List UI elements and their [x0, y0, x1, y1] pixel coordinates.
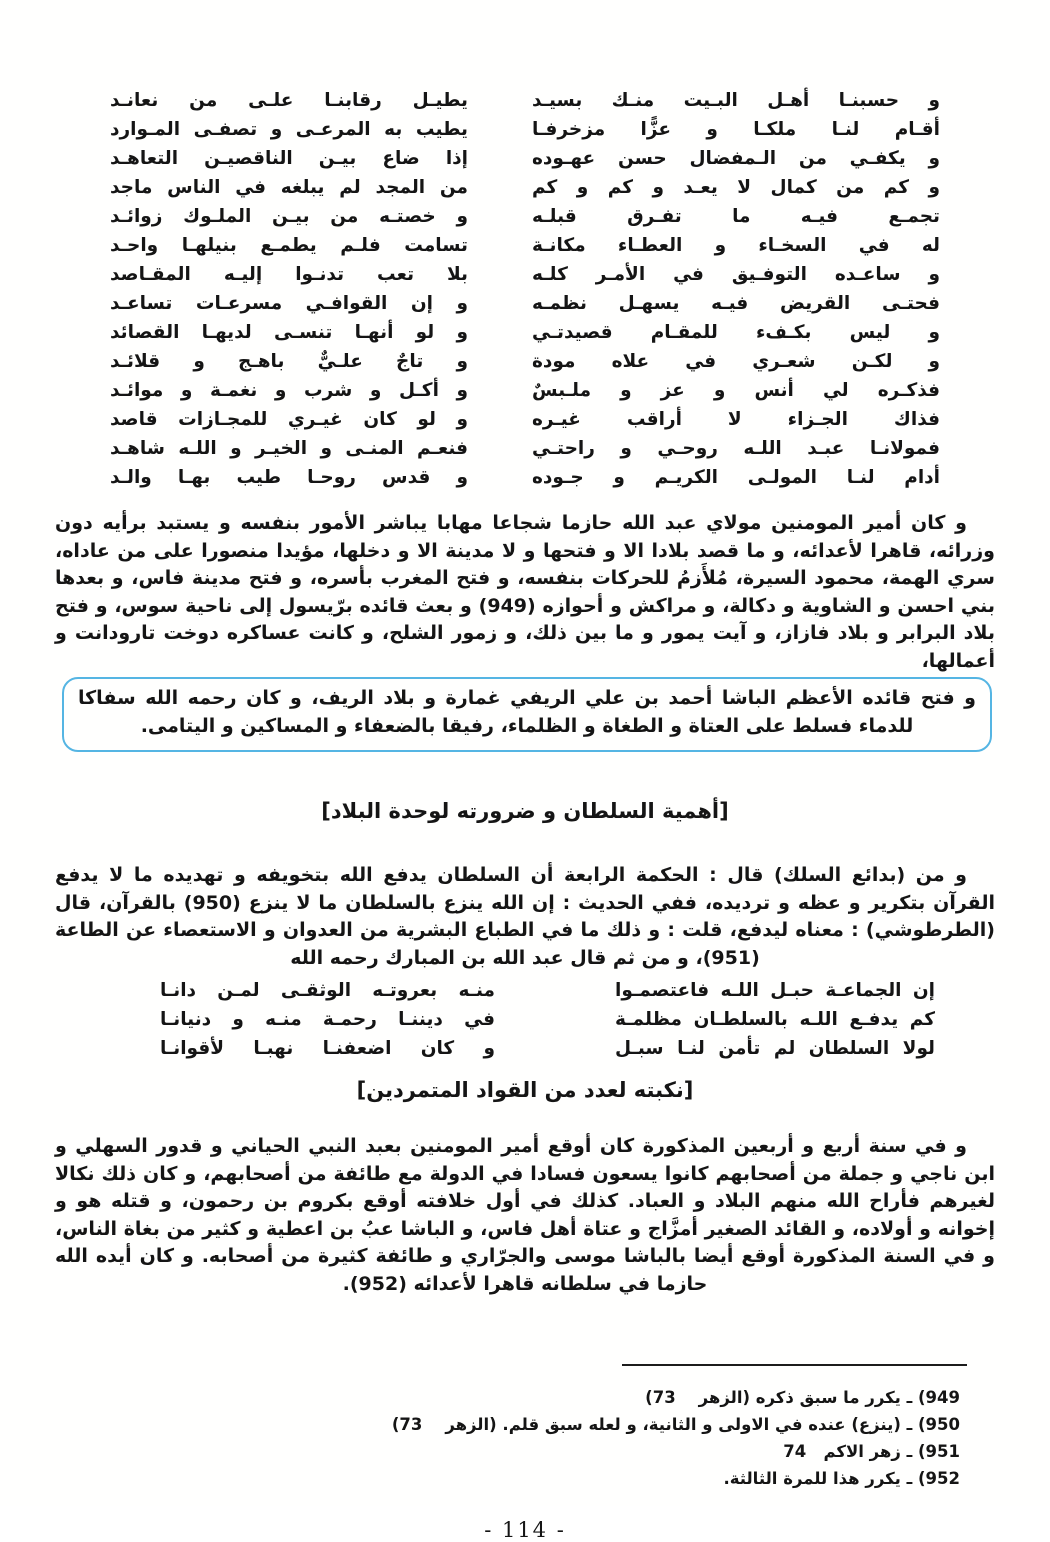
footnote-line: 952) ـ يكرر هذا للمرة الثالثة.	[723, 1469, 960, 1488]
footnote-separator-line	[622, 1364, 967, 1366]
footnotes-block	[55, 1384, 960, 1492]
hemistich-right: فذكـره لي أنس و عز و ملـبسٌ	[532, 380, 940, 401]
poem-couplet	[110, 231, 940, 260]
highlight-box-text: و فتح قائده الأعظم الباشا أحمد بن علي الريفي غمارة و بلاد الريف، و كان رحمه الله سفاكا للدماء فسلط على العتاة و الطغاة و الظلماء، رفيقا بالضعفاء و المساكين و اليتامى.	[78, 687, 976, 737]
poem-block-2	[160, 976, 935, 1063]
poem-couplet	[110, 86, 940, 115]
hemistich-left: و قدس روحـا طيب بهـا والـد	[110, 467, 468, 488]
poem-couplet	[110, 463, 940, 492]
hemistich-right: و لكـن شعـري في علاه مودة	[532, 351, 940, 372]
poem-couplet	[110, 115, 940, 144]
poem-couplet	[160, 1005, 935, 1034]
hemistich-right: و حسبنـا أهـل البـيت منـك بسيـد	[532, 90, 940, 111]
hemistich-left: في ديننـا رحمـة منـه و دنيانـا	[160, 1009, 495, 1030]
section-heading-1: [أهمية السلطان و ضرورته لوحدة البلاد]	[321, 799, 729, 823]
poem-block-1	[110, 86, 940, 492]
hemistich-right: فمولانـا عبـد اللـه روحـي و راحتـي	[532, 438, 940, 459]
hemistich-right: فحتـى القريض فيـه يسهـل نظمـه	[532, 293, 940, 314]
hemistich-left: بلا تعب تدنـوا إليـه المقـاصد	[110, 264, 468, 285]
hemistich-left: منـه بعروتـه الوثقـى لمـن دانـا	[160, 980, 495, 1001]
poem-couplet	[110, 434, 940, 463]
hemistich-left: و لو كان غيـري للمجـازات قاصد	[110, 409, 468, 430]
hemistich-right: فذاك الجـزاء لا أراقب غيـره	[532, 409, 940, 430]
hemistich-right: و كم من كمال لا يعـد و كم و كم	[532, 177, 940, 198]
hemistich-left: إذا ضاع بيـن الناقصيـن التعاهـد	[110, 148, 468, 169]
hemistich-right: له في السخـاء و العطـاء مكانـة	[532, 235, 940, 256]
poem-couplet	[110, 260, 940, 289]
hemistich-right: و يكفـي من الـمفضال حسن عهـوده	[532, 148, 940, 169]
poem-couplet	[110, 202, 940, 231]
hemistich-right: لولا السلطان لم تأمن لنـا سبـل	[615, 1038, 935, 1059]
hemistich-left: و تاجٌ علـيٌّ باهـج و قلائـد	[110, 351, 468, 372]
hemistich-left: و أكـل و شرب و نغمـة و موائـد	[110, 380, 468, 401]
prose-paragraph-2: و من (بدائع السلك) قال : الحكمة الرابعة أن السلطان يدفع الله بتخويفه و تهديده ما لا يدفع القرآن بتكرير و عظه و ترديده، ففي الحديث : إن الله ينزع بالسلطان ما لا ينزع (950) بالقرآن، قال (الطرطوشي) : معناه ليدفع، قلت : و ذلك ما في الطباع البشرية من العدوان و الاستعصاء عن الطاعة (951)، و من ثم قال عبد الله بن المبارك رحمه الله	[55, 864, 995, 969]
prose-paragraph-1: و كان أمير المومنين مولاي عبد الله حازما شجاعا مهابا يباشر الأمور بنفسه و يستبد برأيه دون وزرائه، قاهرا لأعدائه، و ما قصد بلادا الا و فتحها و لا مدينة الا و دخلها، مؤيدا منصورا على من عاداه، سري الهمة، محمود السيرة، مُلأَزمُ للحركات بنفسه، و فتح المغرب بأسره، و فتح مدينة فاس، و بعدها بني احسن و الشاوية و دكالة، و مراكش و أحوازه (949) و بعث قائده برّيسول إلى ناحية سوس، و فتح بلاد البرابر و بلاد فازاز، و آيت يمور و ما بين ذلك، و زمور الشلح، و كانت عساكره دوخت تارودانت و أعمالها،	[55, 512, 995, 672]
poem-couplet	[110, 144, 940, 173]
footnote-line: 951) ـ زهر الاكم 74	[783, 1442, 960, 1461]
poem-couplet	[110, 173, 940, 202]
footnote-line: 949) ـ يكرر ما سبق ذكره (الزهر 73)	[645, 1388, 960, 1407]
hemistich-left: فنعـم المنـى و الخيـر و اللـه شاهـد	[110, 438, 468, 459]
hemistich-left: من المجد لم يبلغه في الناس ماجد	[110, 177, 468, 198]
hemistich-right: كم يدفـع اللـه بالسلطـان مظلمـة	[615, 1009, 935, 1030]
hemistich-left: و كان اضعفنـا نهبـا لأقوانـا	[160, 1038, 495, 1059]
hemistich-left: و إن القوافـي مسرعـات تساعـد	[110, 293, 468, 314]
prose-paragraph-3: و في سنة أربع و أربعين المذكورة كان أوقع أمير المومنين بعبد النبي الحياني و قدور السهلي و ابن ناجي و جملة من أصحابهم كانوا يسعون فسادا في الدولة مع طائفة من أصحابهم، و كان ذلك نكالا لغيرهم فأراح الله منهم البلاد و العباد. كذلك في أول خلافته أوقع بكروم بن رحمون، و قتله هو و إخوانه و أولاده، و القائد الصغير أمزَّاج و عتاة أهل فاس، و الباشا عبُ بن اعطية و كثير من بغاة الناس، و في السنة المذكورة أوقع أيضا بالباشا موسى والجرّاري و طائفة كثيرة من أصحابه. و كان أيده الله حازما في سلطانه قاهرا لأعدائه (952).	[55, 1135, 995, 1295]
poem-couplet	[110, 347, 940, 376]
page-number: - 114 -	[484, 1518, 566, 1542]
hemistich-left: تسامت فلـم يطمـع بنيلهـا واحـد	[110, 235, 468, 256]
hemistich-left: و خصتـه من بيـن الملـوك زوائـد	[110, 206, 468, 227]
footnote-line: 950) ـ (ينزع) عنده في الاولى و الثانية، و لعله سبق قلم. (الزهر 73)	[391, 1415, 960, 1434]
poem-couplet	[110, 289, 940, 318]
hemistich-right: تجمـع فيـه ما تفـرق قبلـه	[532, 206, 940, 227]
hemistich-right: و ساعـده التوفـيق في الأمـر كلـه	[532, 264, 940, 285]
hemistich-right: إن الجماعـة حبـل اللـه فاعتصمـوا	[615, 980, 935, 1001]
section-heading-2: [نكبته لعدد من القواد المتمردين]	[356, 1078, 694, 1102]
poem-couplet	[160, 1034, 935, 1063]
hemistich-right: و ليس بكـفء للمقـام قصيدتـي	[532, 322, 940, 343]
hemistich-right: أدام لنـا المولـى الكريـم و جـوده	[532, 467, 940, 488]
highlight-box	[62, 677, 992, 752]
hemistich-left: يطيب به المرعـى و تصفـى المـوارد	[110, 119, 468, 140]
hemistich-left: يطيـل رقابنـا علـى من نعانـد	[110, 90, 468, 111]
poem-couplet	[110, 376, 940, 405]
poem-couplet	[160, 976, 935, 1005]
hemistich-right: أقـام لنـا ملكـا و عزًّا مزخرفـا	[532, 119, 940, 140]
hemistich-left: و لو أنهـا تنسـى لديهـا القصائد	[110, 322, 468, 343]
poem-couplet	[110, 318, 940, 347]
poem-couplet	[110, 405, 940, 434]
